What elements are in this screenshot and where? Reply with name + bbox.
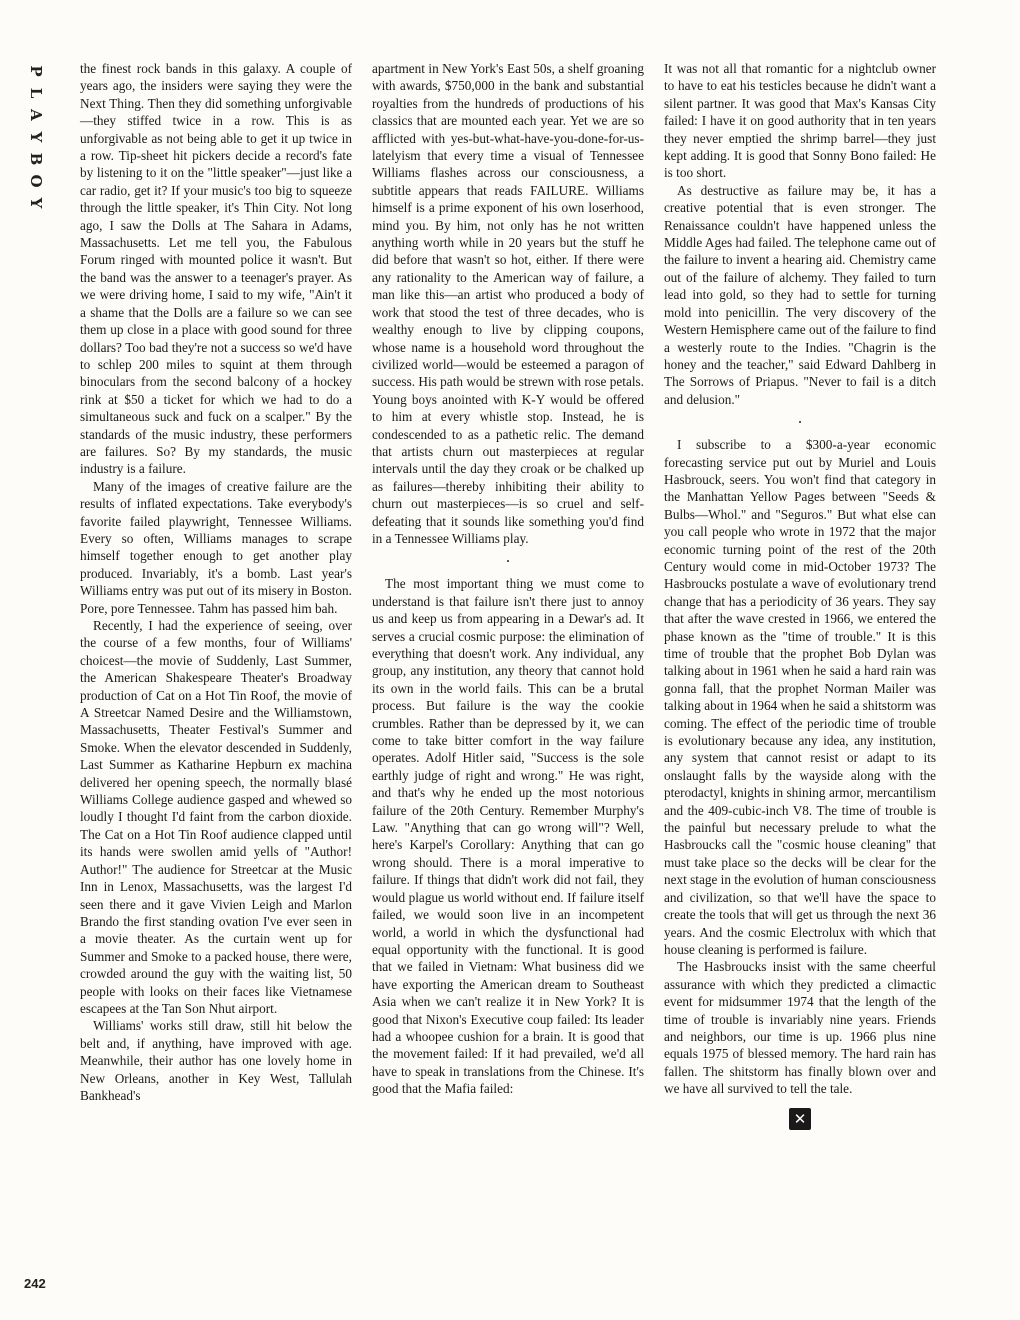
paragraph: The most important thing we must come to understand is that failure isn't there just to annoy us and keep us from appearing in a Dewar's ad. It serves a crucial cosmic purpose: the elimination of everything that doesn't work. Any individual, any group, any institution, any theory that cannot hold its own in the world fails. This can be a brutal process. But failure is the way the cookie crumbles. Rather than be depressed by it, we can come to take bitter comfort in the way failure operates. Adolf Hitler said, "Success is the sole earthly judge of right and wrong." He was right, and that's why he ended up the most notorious failure of the 20th Century. Remember Murphy's Law. "Anything that can go wrong will"? Well, here's Karpel's Corollary: Anything that can go wrong should. There is a moral imperative to failure. If things that didn't work did not fail, they would plague us world without end. If failure itself failed, we would soon live in an incompetent world, a world in which the dysfunctional had equal opportunity with the functional. It is good that we failed in Vietnam: What business did we have exporting the American dream to Southeast Asia when we can't realize it in New York? It is good that Nixon's Executive coup failed: Its leader had a whoopee cushion for a brain. It is good that the movement failed: If it had prevailed, we'd all have to speak in translations from the Chinese. It's good that the Mafia failed: [372,576,644,1097]
paragraph: As destructive as failure may be, it has a creative potential that is even stronger. The Renaissance couldn't have happened unless the Middle Ages had failed. The telephone came out of the failure to invent a hearing aid. Chemistry came out of the failure of alchemy. They failed to turn lead into gold, so they had to settle for turning mold into penicillin. The very discovery of the Western Hemisphere came out of the failure to find a westerly route to the Indies. "Chagrin is the honey and the teacher," said Edward Dahlberg in The Sorrows of Priapus. "Never to fail is a ditch and delusion." [664,182,936,407]
magazine-title-letter: Y [27,197,45,209]
paragraph: Many of the images of creative failure are the results of inflated expectations. Take everybody's favorite failed playwright, Tennessee Williams. Every so often, Williams manages to scrape himself together enough to get another play produced. Invariably, it's a bomb. Last year's Williams entry was put out of its misery in Boston. Pore, pore Tennessee. Tahm has passed him bah. [80,478,352,616]
end-of-article-icon: ✕ [789,1108,811,1130]
magazine-title-letter: Y [27,131,45,143]
paragraph: apartment in New York's East 50s, a shelf groaning with awards, $750,000 in the bank and substantial royalties from the hundreds of productions of his classics that are mounted each year. Yet we are so afflicted with yes-but-what-have-you-done-for-us-latelyism that every time a visual of Tennessee Williams flashes across our consciousness, a subtitle appears that reads FAILURE. Williams himself is a prime exponent of his own loserhood, mind you. By him, not only has he not written anything worth while in 20 years but the stuff he did before that wasn't so hot, either. If there were any rationality to the American way of failure, a man like this—an artist who produced a body of work that stood the test of three decades, who is wealthy enough to live by clipping coupons, whose name is a household word throughout the civilized world—would be esteemed a paragon of success. His path would be strewn with rose petals. Young boys anointed with K-Y would be offered to him at every whistle stop. Instead, he is condescended to as a pathetic relic. The demand that artists churn out masterpieces at regular intervals until the day they croak or be chalked up as failures—thereby inhibiting their ability to churn out masterpieces—is so cruel and self-defeating that it sounds like something you'd find in a Tennessee Williams play. [372,61,644,546]
paragraph: It was not all that romantic for a nightclub owner to have to eat his testicles because he didn't want a silent partner. It was good that Max's Kansas City failed: I have it on good authority that in ten years they never emptied the shrimp barrel—they just kept adding. It is good that Sonny Bono failed: He is too short. [664,61,936,181]
column-3 [664,60,936,1130]
magazine-title-letter: O [27,174,45,188]
section-separator: • [506,557,510,567]
magazine-title-letter: L [27,87,45,99]
magazine-title-letter: A [27,109,45,121]
paragraph: The Hasbroucks insist with the same cheerful assurance with which they predicted a climactic event for midsummer 1974 that the length of the time of trouble is invariably nine years. Friends and neighbors, our time is up. 1966 plus nine equals 1975 of blessed memory. The hard rain has fallen. The shitstorm has finally blown over and we have all survived to tell the tale. [664,959,936,1097]
paragraph: Recently, I had the experience of seeing, over the course of a few months, four of Williams' choicest—the movie of Suddenly, Last Summer, the American Shakespeare Theater's Broadway production of Cat on a Hot Tin Roof, the movie of A Streetcar Named Desire and the Williamstown, Massachusetts, Theater Festival's Summer and Smoke. When the elevator descended in Suddenly, Last Summer as Katharine Hepburn ex machina delivered her opening speech, the normally blasé Williams College audience gasped and whewed so loudly I thought I'd faint from the carbon dioxide. The Cat on a Hot Tin Roof audience clapped until its hands were swollen amid yells of "Author! Author!" The audience for Streetcar at the Music Inn in Lenox, Massachusetts, was the largest I'd seen there and it gave Vivien Leigh and Marlon Brando the first standing ovation I've ever seen in a movie theater. As the curtain went up for Summer and Smoke to a packed house, there were, crowded around the guy with the waiting list, 50 people with looks on their faces like Vietnamese escapees at the Tan Son Nhut airport. [80,618,352,1016]
column-2 [372,60,644,1098]
paragraph: Williams' works still draw, still hit below the belt and, if anything, have improved with age. Meanwhile, their author has one lovely home in New Orleans, another in Key West, Tallulah Bankhead's [80,1018,352,1103]
paragraph: the finest rock bands in this galaxy. A couple of years ago, the insiders were saying they were the Next Thing. Then they did something unforgivable—they stiffed twice in a row. This is as unforgivable as not being able to get it up twice in a row. Tip-sheet hit pickers decide a record's fate by listening to it on the "little speaker"—just like a car radio, get it? If your music's too big to squeeze through the little speaker, it's Thin City. Not long ago, I saw the Dolls at The Sahara in Adams, Massachusetts. Let me tell you, the Fabulous Forum ringed with mounted police it wasn't. But the band was the answer to a teenager's prayer. As we were driving home, I said to my wife, "Ain't it a shame that the Dolls are a failure so we can see them up close in a place with good sound for three dollars? Too bad they're not a success so we'd have to schlep 200 miles to squint at them through binoculars from the second balcony of a hockey rink at $50 a ticket for which we had to do a simultaneous suck and fuck on a scalper." By the standards of the music industry, these performers are failures. So? By my standards, the music industry is a failure. [80,61,352,477]
section-separator: • [798,418,802,428]
paragraph: I subscribe to a $300-a-year economic forecasting service put out by Muriel and Louis Hasbrouck, seers. You won't find that category in the Manhattan Yellow Pages between "Seeds & Bulbs—Whol." and "Seguros." But what else can you call people who wrote in 1972 that the major economic turning point of the rest of the 20th Century would come in mid-October 1973? The Hasbroucks postulate a wave of evolutionary trend change that has a periodicity of 36 years. They say that after the wave crested in 1966, we entered the phase known as the "time of trouble." It is this time of trouble that the prophet Bob Dylan was talking about in 1961 when he said a hard rain was gonna fall, that the prophet Norman Mailer was talking about in 1964 when he said a shitstorm was coming. The effect of the periodic time of trouble is evolutionary because any idea, any institution, any system that cannot resist or adapt to its onslaught falls by the wayside along with the pterodactyl, knights in shining armor, mercantilism and the 409-cubic-inch V8. The time of trouble is the painful but necessary prelude to what the Hasbroucks call the "cosmic house cleaning" that must take place so the decks will be clear for the next stage in the evolution of human consciousness and civilization, so that we'll have the space to create the tools that will get us through the next 36 years. And the cosmic Electrolux with which that house cleaning is performed is failure. [664,437,936,957]
magazine-title-letter: B [27,152,45,166]
column-1 [80,60,352,1104]
page-number: 242 [24,1276,46,1291]
magazine-title-letter: P [27,65,45,77]
magazine-title-vertical [24,60,48,214]
